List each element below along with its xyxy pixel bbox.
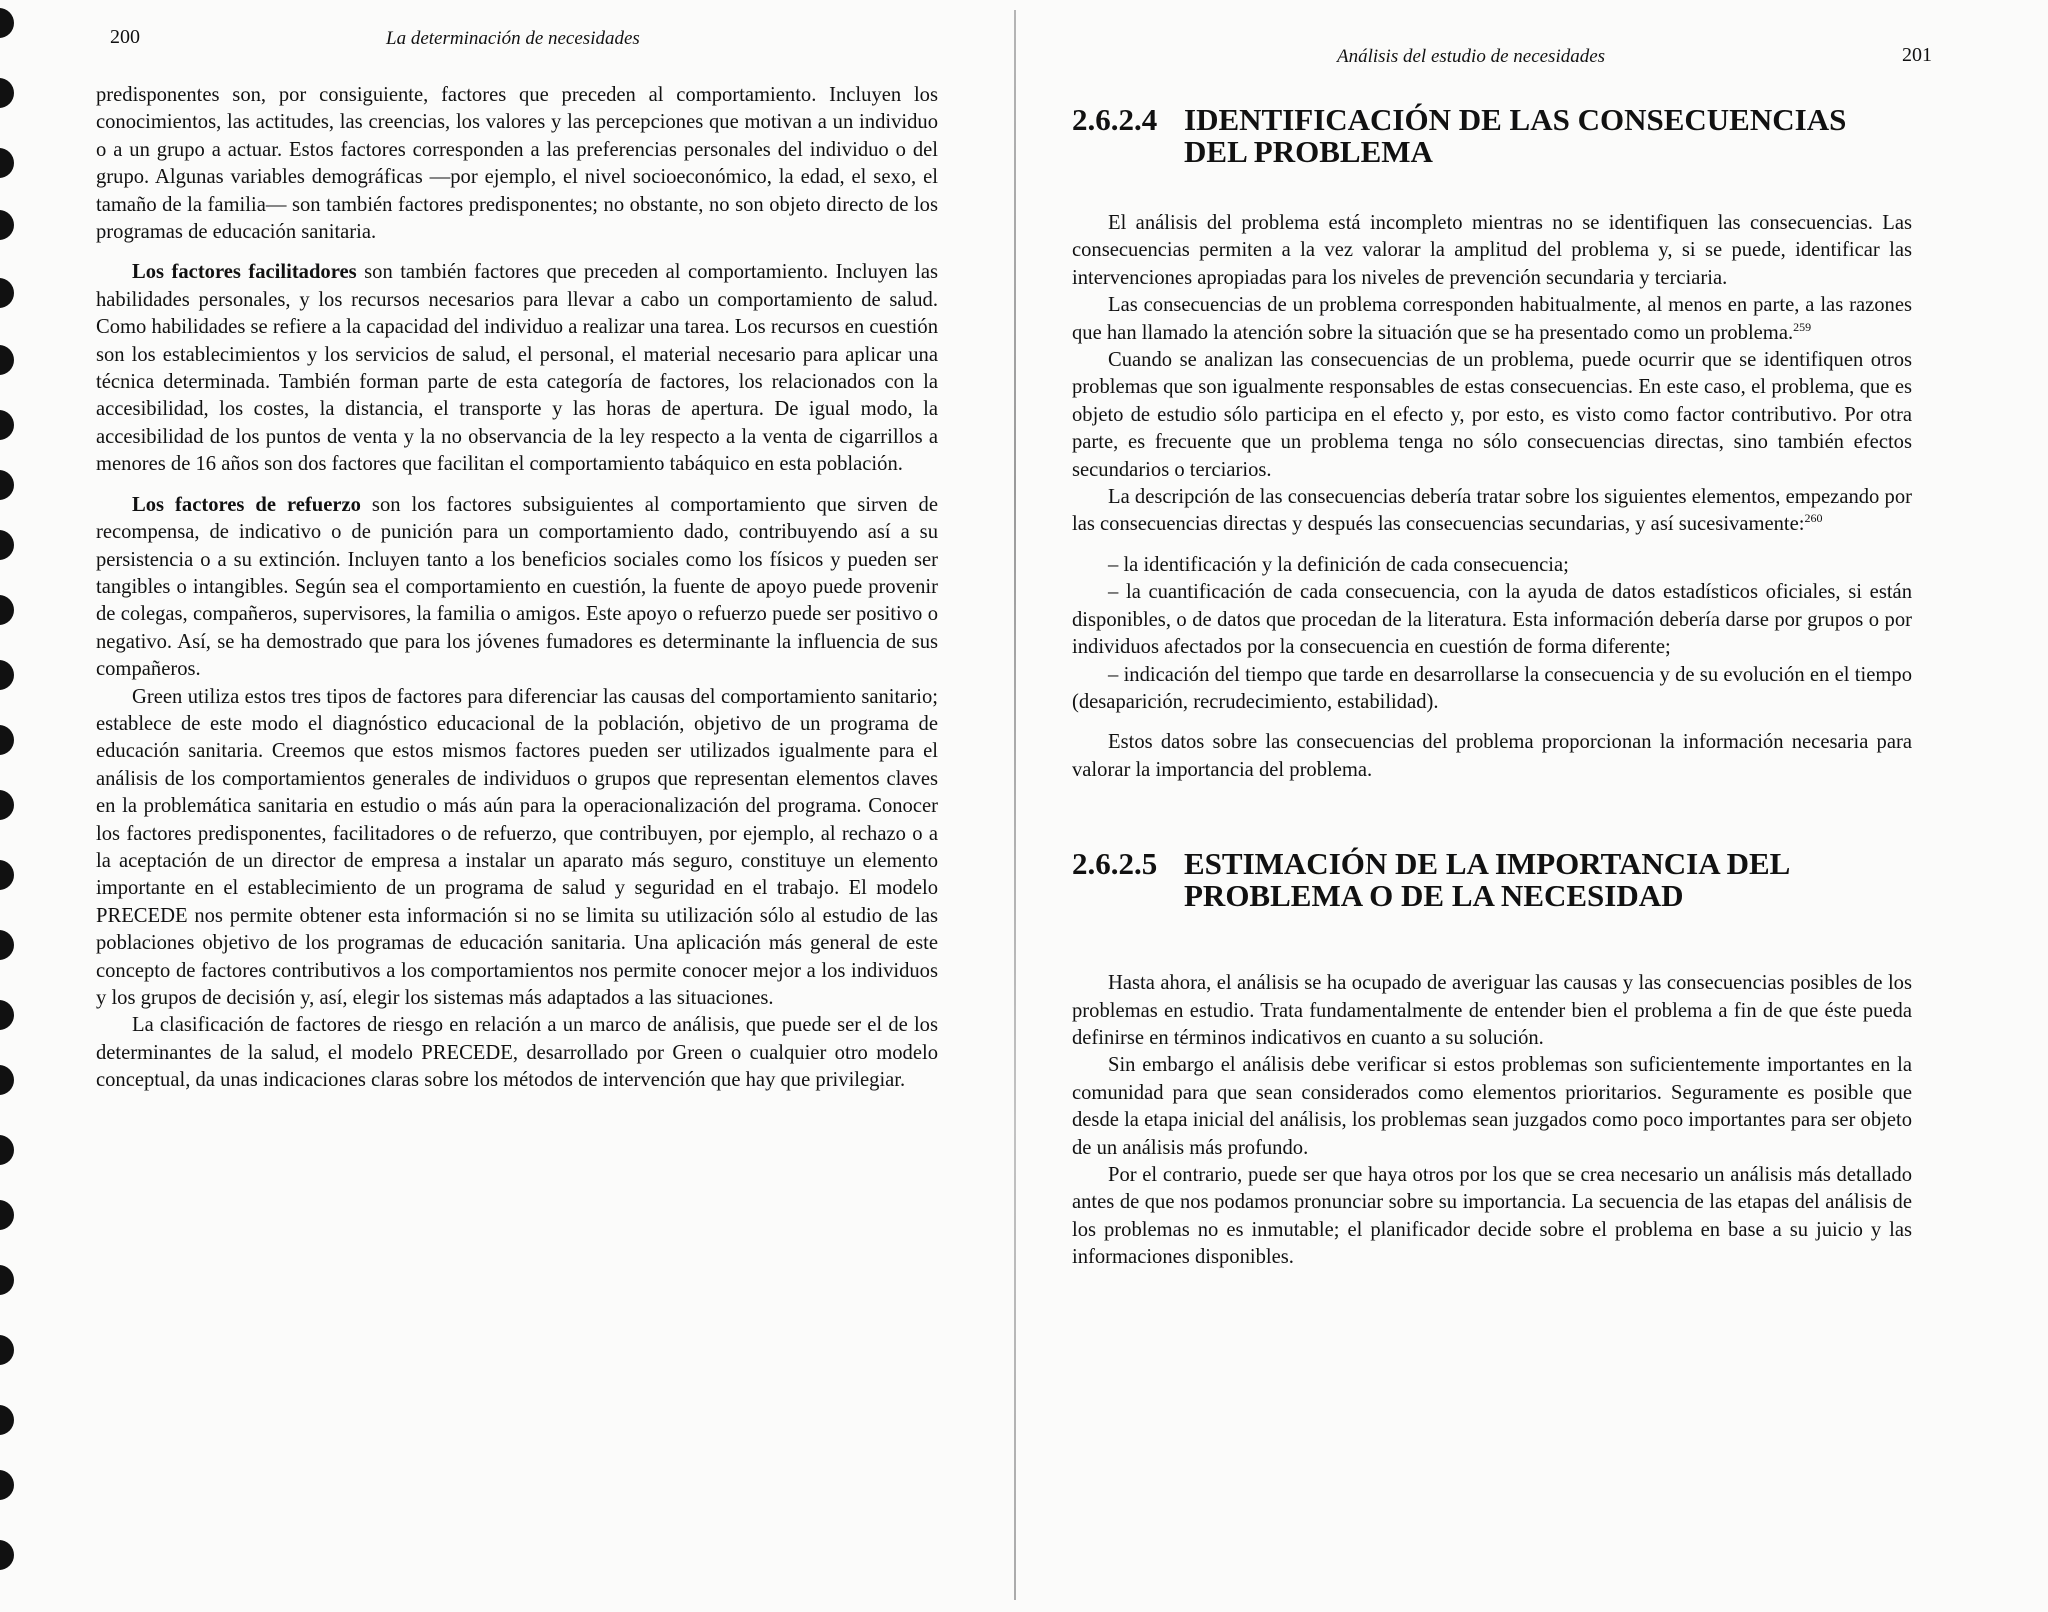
page-number: 200 xyxy=(110,26,140,48)
paragraph xyxy=(96,492,938,684)
footnote-ref: 260 xyxy=(1804,511,1823,526)
right-page-body xyxy=(1072,104,1912,1272)
term-bold: Los factores de refuerzo xyxy=(132,493,361,516)
paragraph xyxy=(1072,484,1912,539)
section-heading xyxy=(1072,104,1912,168)
binding-hole xyxy=(0,8,14,38)
binding-hole xyxy=(0,530,14,560)
paragraph: La clasificación de factores de riesgo en relación a un marco de análisis, que puede ser el de los determinantes de la salud, el modelo PRECEDE, desarrollado por Green o cualquier otro modelo conceptual, da unas indicaciones claras sobre los métodos de intervención que hay que privilegiar. xyxy=(96,1014,938,1092)
binding-hole xyxy=(0,148,14,178)
binding-hole xyxy=(0,1065,14,1095)
paragraph: Green utiliza estos tres tipos de factores para diferenciar las causas del comportamiento sanitario; establece de este modo el diagnóstico educacional de la población, objetivo de un programa de educación sanitaria. Creemos que estos mismos factores pueden ser utilizados igualmente para el análisis de los comportamientos generales de individuos o grupos que representan elementos claves en la problemática sanitaria en estudio o más aún para la operacionalización del programa. Conocer los factores predisponentes, facilitadores o de refuerzo, que contribuyen, por ejemplo, al rechazo o a la aceptación de un director de empresa a instalar un aparato más seguro, constituye un elemento importante en el establecimiento de un programa de salud y seguridad en el trabajo. El modelo PRECEDE nos permite obtener esta información si no se limita su utilización sólo al estudio de las poblaciones objetivo de los programas de educación sanitaria. Una aplicación más general de este concepto de factores contributivos a los comportamientos nos permite conocer mejor a los individuos y los grupos de decisión y, así, elegir los sistemas más adaptados a las situaciones. xyxy=(96,685,938,1009)
binding-hole xyxy=(0,725,14,755)
paragraph xyxy=(1072,292,1912,347)
page-gutter xyxy=(1014,10,1016,1600)
running-title: Análisis del estudio de necesidades xyxy=(1337,46,1606,67)
binding-hole xyxy=(0,1000,14,1030)
binding-hole xyxy=(0,595,14,625)
section-number: 2.6.2.5 xyxy=(1072,846,1158,882)
paragraph xyxy=(96,259,938,478)
binding-hole xyxy=(0,278,14,308)
section-heading xyxy=(1072,848,1912,912)
footnote-ref: 259 xyxy=(1793,319,1812,334)
section-title: IDENTIFICACIÓN DE LAS CONSECUENCIAS DEL PROBLEMA xyxy=(1184,102,1847,169)
binding-hole xyxy=(0,1335,14,1365)
binding-holes xyxy=(0,0,40,1612)
paragraph-text: La descripción de las consecuencias debería tratar sobre los siguientes elementos, empezando por las consecuencias directas y después las consecuencias secundarias, y así sucesivamente: xyxy=(1072,486,1912,536)
binding-hole xyxy=(0,1265,14,1295)
list-item: – la cuantificación de cada consecuencia, con la ayuda de datos estadísticos oficiales, si están disponibles, o de datos que procedan de la literatura. Esta información debería darse por grupos o por individuos afectados por la consecuencia en cuestión de forma diferente; xyxy=(1072,581,1912,659)
left-page-body xyxy=(96,82,938,1095)
binding-hole xyxy=(0,345,14,375)
page-number: 201 xyxy=(1902,44,1932,66)
paragraph: predisponentes son, por consiguiente, factores que preceden al comportamiento. Incluyen los conocimientos, las actitudes, las creencias, los valores y las percepciones que motivan a un individuo o a un grupo a actuar. Estos factores corresponden a las preferencias personales del individuo o del grupo. Algunas variables demográficas —por ejemplo, el nivel socioeconómico, la edad, el sexo, el tamaño de la familia— son también factores predisponentes; no obstante, no son objeto directo de los programas de educación sanitaria. xyxy=(96,84,938,244)
running-title: La determinación de necesidades xyxy=(386,28,640,49)
section-number: 2.6.2.4 xyxy=(1072,102,1158,137)
binding-hole xyxy=(0,930,14,960)
binding-hole xyxy=(0,1200,14,1230)
list-item: – la identificación y la definición de cada consecuencia; xyxy=(1108,553,1569,576)
right-page xyxy=(1072,0,1932,1612)
paragraph: Estos datos sobre las consecuencias del problema proporcionan la información necesaria para valorar la importancia del problema. xyxy=(1072,731,1912,781)
paragraph-text: Las consecuencias de un problema corresponden habitualmente, al menos en parte, a las razones que han llamado la atención sobre la situación que se ha presentado como un problema. xyxy=(1072,294,1912,344)
binding-hole xyxy=(0,1470,14,1500)
paragraph-text: son también factores que preceden al comportamiento. Incluyen las habilidades personales, y los recursos necesarios para llevar a cabo un comportamiento de salud. Como habilidades se refiere a la capacidad del individuo a realizar una tarea. Los recursos en cuestión son los establecimientos y los servicios de salud, el personal, el material necesario para aplicar una técnica determinada. También forman parte de esta categoría de factores, los relacionados con la accesibilidad, los costes, la distancia, el transporte y las horas de apertura. De igual modo, la accesibilidad de los puntos de venta y la no observancia de la ley respecto a la venta de cigarrillos a menores de 16 años son dos factores que facilitan el comportamiento tabáquico en esta población. xyxy=(96,261,938,476)
binding-hole xyxy=(0,410,14,440)
term-bold: Los factores facilitadores xyxy=(132,261,357,284)
binding-hole xyxy=(0,470,14,500)
binding-hole xyxy=(0,790,14,820)
binding-hole xyxy=(0,1540,14,1570)
paragraph: Por el contrario, puede ser que haya otros por los que se crea necesario un análisis más detallado antes de que nos podamos pronunciar sobre su importancia. La secuencia de las etapas del análisis de los problemas no es inmutable; el planificador decide sobre el problema en base a su juicio y las informaciones disponibles. xyxy=(1072,1163,1912,1269)
paragraph: Sin embargo el análisis debe verificar si estos problemas son suficientemente importantes en la comunidad para que sean considerados como elementos prioritarios. Seguramente es posible que desde la etapa inicial del análisis, los problemas sean juzgados como poco importantes para ser objeto de un análisis más profundo. xyxy=(1072,1054,1912,1159)
binding-hole xyxy=(0,660,14,690)
binding-hole xyxy=(0,1135,14,1165)
binding-hole xyxy=(0,210,14,240)
paragraph: Cuando se analizan las consecuencias de un problema, puede ocurrir que se identifiquen otros problemas que son igualmente responsables de estas consecuencias. En este caso, el problema, que es objeto de estudio sólo participa en el efecto y, por esto, es visto como factor contributivo. Por otra parte, es frecuente que un problema tenga no sólo consecuencias directas, sino también efectos secundarios o terciarios. xyxy=(1072,349,1912,481)
binding-hole xyxy=(0,78,14,108)
paragraph: El análisis del problema está incompleto mientras no se identifiquen las consecuencias. Las consecuencias permiten a la vez valorar la amplitud del problema y, si se puede, identificar las intervenciones apropiadas para los niveles de prevención secundaria y terciaria. xyxy=(1072,212,1912,289)
binding-hole xyxy=(0,860,14,890)
running-head xyxy=(1072,44,1932,74)
list-item: – indicación del tiempo que tarde en desarrollarse la consecuencia y de su evolución en el tiempo (desaparición, recrudecimiento, estabilidad). xyxy=(1072,663,1912,713)
binding-hole xyxy=(0,1405,14,1435)
paragraph: Hasta ahora, el análisis se ha ocupado de averiguar las causas y las consecuencias posibles de los problemas en estudio. Trata fundamentalmente de entender bien el problema a fin de que éste pueda definirse en términos indicativos en cuanto a su solución. xyxy=(1072,972,1912,1049)
left-page xyxy=(96,0,938,1612)
paragraph-text: son los factores subsiguientes al comportamiento que sirven de recompensa, de indicativo o de punición para un comportamiento dado, contribuyendo así a su persistencia o a su extinción. Incluyen tanto a los beneficios sociales como los físicos y pueden ser tangibles o intangibles. Según sea el comportamiento en cuestión, la fuente de apoyo puede provenir de colegas, compañeros, supervisores, la familia o amigos. Este apoyo o refuerzo puede ser positivo o negativo. Así, se ha demostrado que para los jóvenes fumadores es determinante la influencia de sus compañeros. xyxy=(96,493,938,681)
section-title: ESTIMACIÓN DE LA IMPORTANCIA DEL PROBLEMA O DE LA NECESIDAD xyxy=(1184,846,1789,914)
running-head xyxy=(96,26,938,56)
